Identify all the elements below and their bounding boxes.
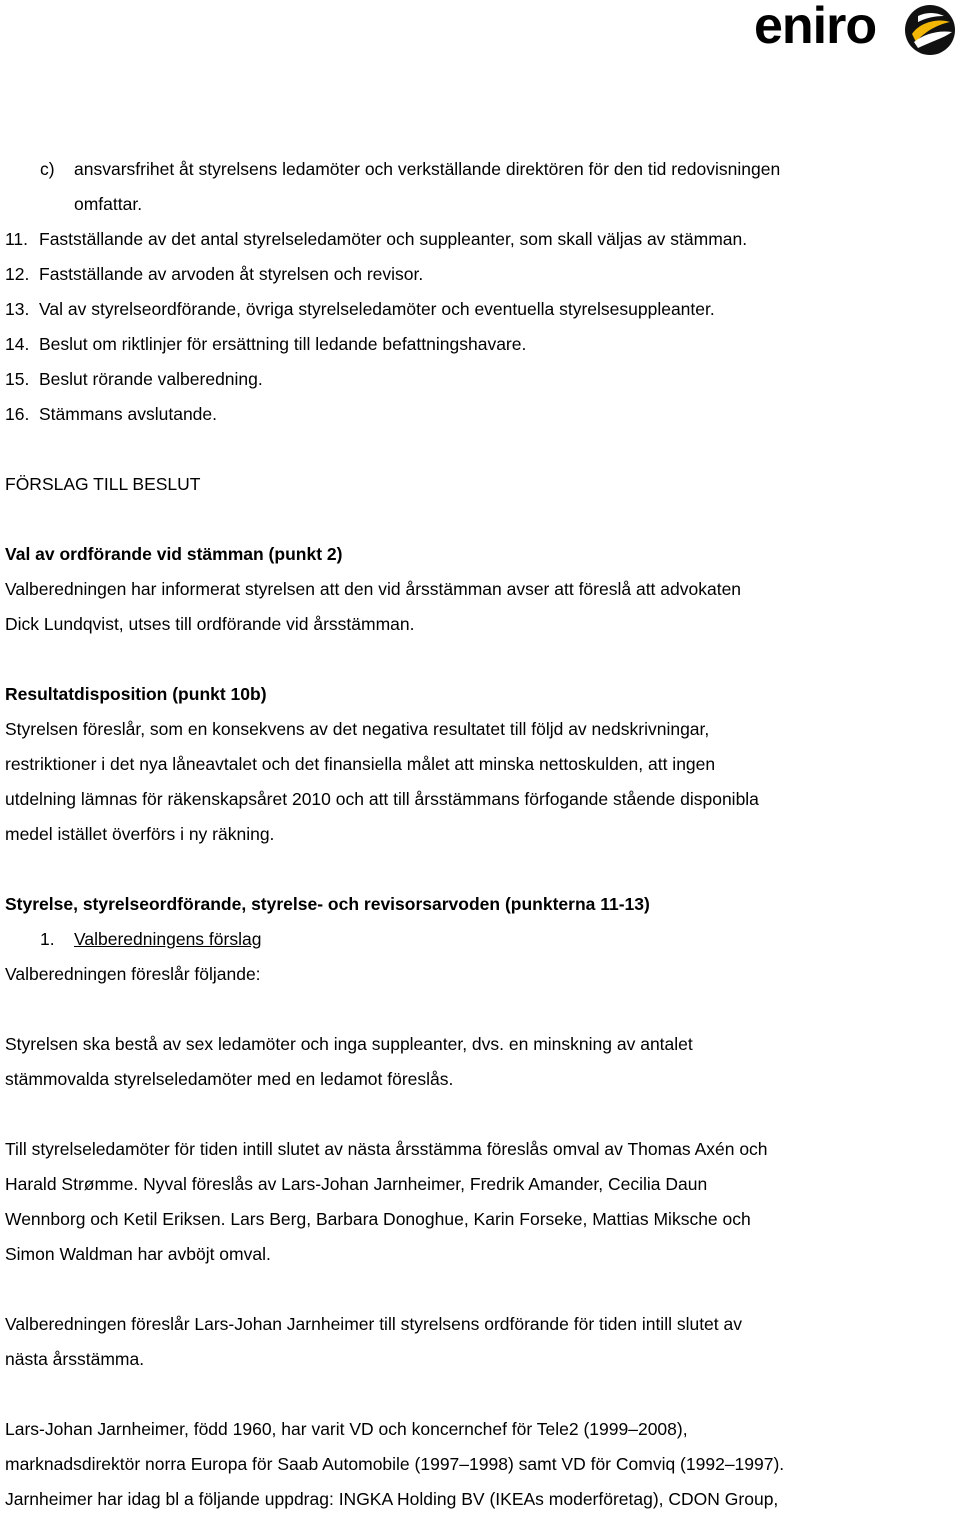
board-para1-line: Styrelsen ska bestå av sex ledamöter och inga suppleanter, dvs. en minskning av antalet — [5, 1034, 693, 1054]
result-text-line: utdelning lämnas för räkenskapsåret 2010 och att till årsstämmans förfogande stående disponibla — [5, 789, 759, 809]
list-number: 14. — [5, 334, 30, 354]
list-item — [5, 228, 747, 250]
list-item — [5, 368, 263, 390]
list-number: 11. — [5, 229, 29, 249]
sub-number: 1. — [40, 929, 55, 949]
result-text-line: medel istället överförs i ny räkning. — [5, 824, 275, 844]
eniro-globe-icon — [904, 4, 956, 56]
list-item-text: Fastställande av det antal styrelseledamöter och suppleanter, som skall väljas av stämman. — [39, 229, 748, 249]
board-intro: Valberedningen föreslår följande: — [5, 964, 261, 984]
board-para2-line: Simon Waldman har avböjt omval. — [5, 1244, 271, 1264]
list-item-text: Val av styrelseordförande, övriga styrelseledamöter och eventuella styrelsesuppleanter. — [39, 299, 715, 319]
list-item — [5, 263, 423, 285]
board-para1-line: stämmovalda styrelseledamöter med en ledamot föreslås. — [5, 1069, 454, 1089]
list-item-text: Fastställande av arvoden åt styrelsen och revisor. — [39, 264, 424, 284]
list-marker: c) — [40, 159, 55, 179]
list-item-text: Beslut om riktlinjer för ersättning till ledande befattningshavare. — [39, 334, 527, 354]
logo-wordmark: eniro — [754, 0, 877, 55]
list-item — [5, 403, 217, 425]
board-para2-line: Wennborg och Ketil Eriksen. Lars Berg, Barbara Donoghue, Karin Forseke, Mattias Miksche och — [5, 1209, 751, 1229]
list-item-c-continuation: omfattar. — [74, 194, 143, 214]
list-number: 15. — [5, 369, 30, 389]
board-subheading — [40, 928, 261, 950]
list-item-c — [40, 158, 780, 180]
chairman-text-line: Valberedningen har informerat styrelsen att den vid årsstämman avser att föreslå att advokaten — [5, 579, 742, 599]
list-number: 12. — [5, 264, 30, 284]
result-text-line: Styrelsen föreslår, som en konsekvens av det negativa resultatet till följd av nedskrivningar, — [5, 719, 710, 739]
board-para4-line: Lars-Johan Jarnheimer, född 1960, har varit VD och koncernchef för Tele2 (1999–2008), — [5, 1419, 688, 1439]
section-heading: FÖRSLAG TILL BESLUT — [5, 474, 201, 494]
list-number: 16. — [5, 404, 30, 424]
list-item-text: ansvarsfrihet åt styrelsens ledamöter och verkställande direktören för den tid redovisningen — [74, 159, 781, 179]
board-para2-line: Harald Strømme. Nyval föreslås av Lars-Johan Jarnheimer, Fredrik Amander, Cecilia Daun — [5, 1174, 708, 1194]
sub-heading-text: Valberedningens förslag — [74, 929, 262, 949]
board-para3-line: Valberedningen föreslår Lars-Johan Jarnheimer till styrelsens ordförande för tiden intill slutet av — [5, 1314, 742, 1334]
board-para3-line: nästa årsstämma. — [5, 1349, 145, 1369]
board-para4-line: Jarnheimer har idag bl a följande uppdrag: INGKA Holding BV (IKEAs moderföretag), CDON Group, — [5, 1489, 779, 1509]
board-heading: Styrelse, styrelseordförande, styrelse- och revisorsarvoden (punkterna 11-13) — [5, 894, 650, 914]
chairman-heading: Val av ordförande vid stämman (punkt 2) — [5, 544, 343, 564]
list-item — [5, 298, 715, 320]
chairman-text-line: Dick Lundqvist, utses till ordförande vid årsstämman. — [5, 614, 415, 634]
result-heading: Resultatdisposition (punkt 10b) — [5, 684, 267, 704]
eniro-logo — [754, 0, 958, 56]
board-para2-line: Till styrelseledamöter för tiden intill slutet av nästa årsstämma föreslås omval av Thomas Axén och — [5, 1139, 768, 1159]
result-text-line: restriktioner i det nya låneavtalet och det finansiella målet att minska nettoskulden, att ingen — [5, 754, 716, 774]
list-item — [5, 333, 526, 355]
list-number: 13. — [5, 299, 30, 319]
list-item-text: Stämmans avslutande. — [39, 404, 218, 424]
board-para4-line: marknadsdirektör norra Europa för Saab Automobile (1997–1998) samt VD för Comviq (1992–1997). — [5, 1454, 785, 1474]
list-item-text: Beslut rörande valberedning. — [39, 369, 263, 389]
